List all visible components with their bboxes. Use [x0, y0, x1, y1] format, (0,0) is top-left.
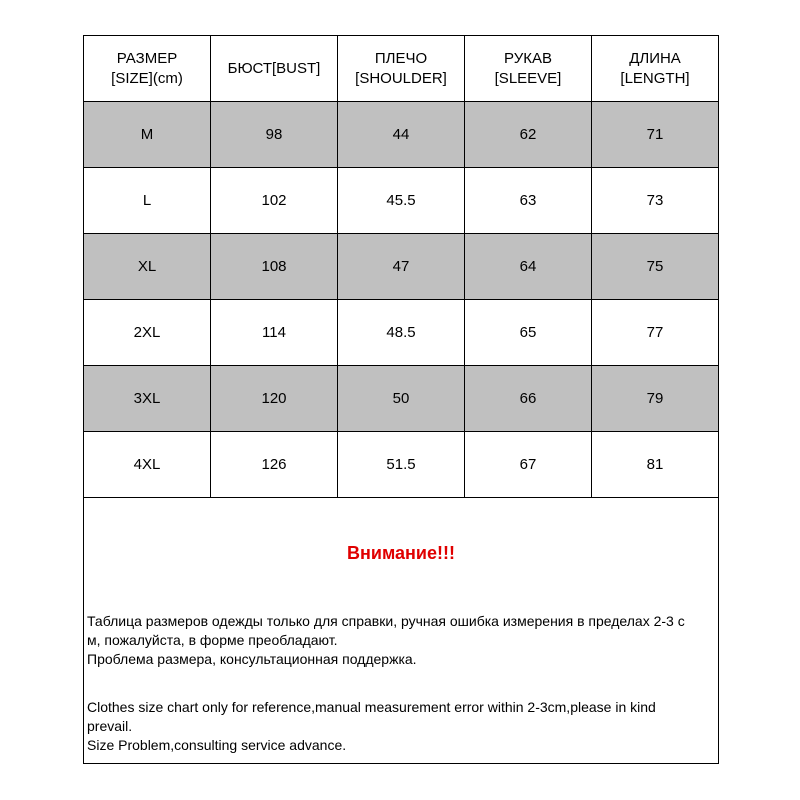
- cell-size: M: [84, 102, 211, 168]
- cell-bust: 126: [211, 432, 338, 498]
- cell-sleeve: 66: [465, 366, 592, 432]
- cell-shoulder: 44: [338, 102, 465, 168]
- cell-sleeve: 63: [465, 168, 592, 234]
- size-table: [83, 35, 719, 498]
- table-row: [84, 234, 719, 300]
- cell-size: L: [84, 168, 211, 234]
- cell-length: 79: [592, 366, 719, 432]
- cell-size: 2XL: [84, 300, 211, 366]
- cell-shoulder: 51.5: [338, 432, 465, 498]
- cell-bust: 120: [211, 366, 338, 432]
- cell-size: XL: [84, 234, 211, 300]
- cell-length: 73: [592, 168, 719, 234]
- cell-length: 75: [592, 234, 719, 300]
- cell-sleeve: 62: [465, 102, 592, 168]
- cell-size: 3XL: [84, 366, 211, 432]
- table-row: [84, 366, 719, 432]
- notice-text-english: Clothes size chart only for reference,manual measurement error within 2-3cm,please in kind prevail. Size Problem,consulting service advance.: [87, 699, 656, 753]
- notice-text-russian: Таблица размеров одежды только для справки, ручная ошибка измерения в пределах 2-3 с м, пожалуйста, в форме преобладают. Проблема размера, консультационная поддержка.: [87, 613, 685, 667]
- header-shoulder: ПЛЕЧО [SHOULDER]: [338, 36, 465, 102]
- table-row: [84, 300, 719, 366]
- size-chart-sheet: [83, 35, 719, 764]
- cell-bust: 98: [211, 102, 338, 168]
- cell-bust: 108: [211, 234, 338, 300]
- cell-shoulder: 47: [338, 234, 465, 300]
- table-row: [84, 168, 719, 234]
- table-row: [84, 102, 719, 168]
- cell-size: 4XL: [84, 432, 211, 498]
- cell-sleeve: 65: [465, 300, 592, 366]
- attention-heading: Внимание!!!: [347, 543, 455, 563]
- header-size: РАЗМЕР [SIZE](cm): [84, 36, 211, 102]
- header-sleeve: РУКАВ [SLEEVE]: [465, 36, 592, 102]
- table-row: [84, 432, 719, 498]
- cell-shoulder: 50: [338, 366, 465, 432]
- cell-length: 71: [592, 102, 719, 168]
- cell-shoulder: 45.5: [338, 168, 465, 234]
- cell-bust: 102: [211, 168, 338, 234]
- cell-length: 81: [592, 432, 719, 498]
- header-bust: БЮСТ[BUST]: [211, 36, 338, 102]
- notice-section: [84, 498, 718, 763]
- header-length: ДЛИНА [LENGTH]: [592, 36, 719, 102]
- cell-sleeve: 67: [465, 432, 592, 498]
- cell-sleeve: 64: [465, 234, 592, 300]
- cell-shoulder: 48.5: [338, 300, 465, 366]
- cell-length: 77: [592, 300, 719, 366]
- header-row: [84, 36, 719, 102]
- cell-bust: 114: [211, 300, 338, 366]
